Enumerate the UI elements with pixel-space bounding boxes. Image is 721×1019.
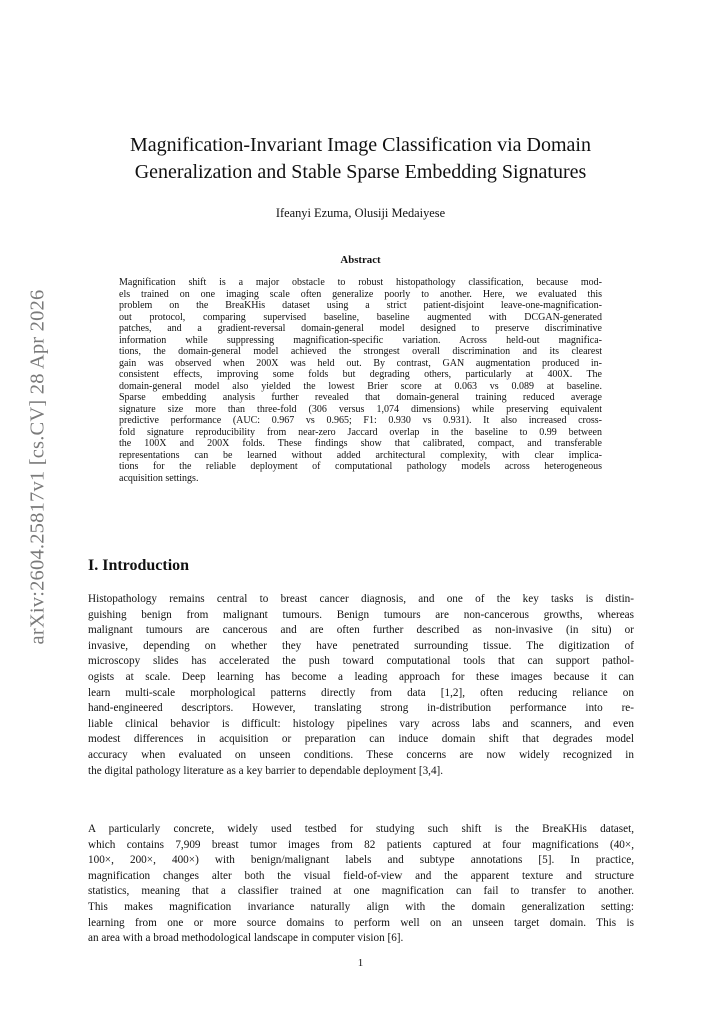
abstract-line: fold signature reproducibility from near-zero Jaccard overlap in the baseline to 0.99 between	[119, 426, 602, 438]
paragraph-line: Histopathology remains central to breast cancer diagnosis, and one of the key tasks is distin-	[88, 593, 634, 605]
paragraph-line: modest differences in acquisition or preparation can induce domain shift that degrades model	[88, 733, 634, 746]
abstract-line: tions for the reliable deployment of computational pathology models across heterogeneous	[119, 461, 602, 472]
page-number: 1	[357, 957, 364, 969]
abstract-line: Magnification shift is a major obstacle to robust histopathology classification, because mod-	[119, 277, 602, 288]
abstract-line: tions, the domain-general model achieved the strongest overall discrimination and its clearest	[119, 346, 602, 357]
paragraph-line: guishing benign from malignant tumours. Benign tumours are non-cancerous growths, whereas	[88, 608, 634, 621]
abstract-line: consistent effects, improving some folds but degrading others, particularly at 400X. The	[119, 369, 602, 380]
arxiv-identifier: arXiv:2604.25817v1 [cs.CV] 28 Apr 2026	[26, 289, 49, 645]
paragraph-line: an area with a broad methodological landscape in computer vision [6].	[88, 932, 404, 945]
paragraph-line: This makes magnification invariance naturally align with the domain generalization setting:	[88, 900, 634, 913]
abstract-line: out protocol, comparing supervised baseline, baseline augmented with DCGAN-generated	[119, 311, 602, 323]
paragraph-line: learn multi-scale morphological patterns directly from data [1,2], often reducing reliance on	[88, 686, 634, 699]
paragraph-line: accuracy when evaluated on unseen conditions. These concerns are now widely recognized in	[88, 748, 634, 761]
paragraph-line: ogists at scale. Deep learning has become a leading approach for these images because it can	[88, 670, 634, 683]
paragraph-line: A particularly concrete, widely used testbed for studying such shift is the BreaKHis dataset,	[88, 823, 634, 835]
title-line: Magnification-Invariant Image Classification via Domain	[130, 134, 591, 156]
paragraph-line: statistics, meaning that a classifier trained at one magnification can fail to transfer to another.	[88, 885, 634, 898]
paragraph-line: hand-engineered descriptors. However, translating strong in-distribution performance into re-	[88, 702, 634, 715]
paragraph-line: malignant tumours are cancerous and are often further described as non-invasive (in situ) or	[88, 624, 634, 637]
abstract-line: predictive performance (AUC: 0.967 vs 0.965; F1: 0.930 vs 0.931). It also increased cross-	[119, 415, 602, 426]
abstract-line: domain-general model also yielded the lowest Brier score at 0.063 vs 0.089 at baseline.	[119, 380, 602, 392]
paragraph-line: liable clinical behavior is difficult: histology pipelines vary across labs and scanners, and even	[88, 717, 634, 730]
abstract-heading: Abstract	[340, 254, 381, 266]
abstract-line: acquisition settings.	[119, 472, 199, 484]
paragraph-line: which contains 7,909 breast tumor images from 82 patients captured at four magnifications (40×,	[88, 838, 634, 851]
paragraph-line: magnification changes alter both the visual field-of-view and the apparent texture and structure	[88, 869, 634, 882]
paragraph-line: learning from one or more source domains to perform well on an unseen target domain. This is	[88, 916, 634, 929]
paragraph-line: invasive, depending on whether they have penetrated surrounding tissue. The digitization of	[88, 639, 634, 652]
paper-title	[100, 132, 621, 186]
paragraph-line: microscopy slides has accelerated the push toward computational tools that can support pathol-	[88, 655, 634, 668]
abstract-line: signature size more than three-fold (306 versus 1,074 dimensions) while preserving equivalent	[119, 403, 602, 415]
abstract-line: problem on the BreaKHis dataset using a strict patient-disjoint leave-one-magnification-	[119, 300, 602, 311]
abstract-line: patches, and a gradient-reversal domain-general model designed to preserve discriminative	[119, 323, 602, 334]
section-heading-introduction: I. Introduction	[88, 557, 190, 574]
abstract-line: the 100X and 200X folds. These findings show that calibrated, compact, and transferable	[119, 438, 602, 449]
abstract-body	[119, 277, 602, 484]
abstract-line: els trained on one imaging scale often generalize poorly to another. Here, we evaluated this	[119, 288, 602, 300]
author-list: Ifeanyi Ezuma, Olusiji Medaiyese	[275, 206, 446, 220]
paragraph-line: the digital pathology literature as a key barrier to dependable deployment [3,4].	[88, 764, 444, 777]
paragraph-line: 100×, 200×, 400×) with benign/malignant labels and subtype annotations [5]. In practice,	[88, 854, 634, 867]
abstract-line: Sparse embedding analysis further revealed that domain-general training reduced average	[119, 392, 602, 403]
abstract-line: gain was observed when 200X was held out. By contrast, GAN augmentation produced in-	[119, 357, 602, 369]
abstract-line: information while suppressing magnification-specific variation. Across held-out magnifica-	[119, 334, 602, 346]
title-line: Generalization and Stable Sparse Embedding Signatures	[134, 161, 587, 183]
abstract-line: representations can be learned without added architectural complexity, with clear implica-	[119, 449, 602, 461]
intro-paragraph-2	[88, 822, 634, 947]
intro-paragraph-1	[88, 592, 634, 779]
